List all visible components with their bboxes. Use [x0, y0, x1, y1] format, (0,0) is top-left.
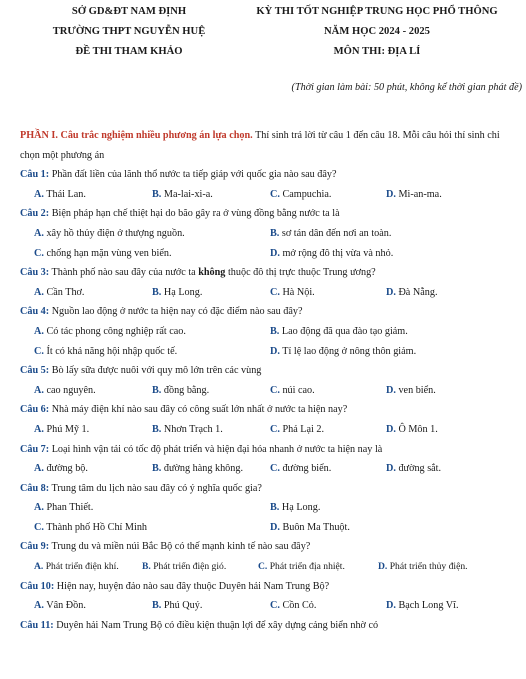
option-a: [34, 283, 84, 303]
options-4-row1: [20, 322, 518, 342]
time-note: (Thời gian làm bài: 50 phút, không kể thời gian phát đề): [291, 82, 522, 93]
option-letter: B.: [152, 384, 162, 396]
question-6: [20, 400, 518, 420]
option-letter: B.: [152, 188, 162, 200]
options-3: [20, 283, 518, 303]
option-text: đồng bằng.: [161, 384, 210, 396]
option-c: [34, 518, 147, 538]
option-a: [34, 557, 119, 577]
question-label: Câu 8:: [20, 482, 50, 494]
option-text: đường hàng không.: [161, 463, 243, 475]
option-c: [270, 596, 316, 616]
option-text: đường biển.: [279, 463, 332, 475]
option-d: [378, 557, 468, 577]
option-d: [270, 342, 416, 362]
option-text: Thành phố Hồ Chí Minh: [43, 521, 148, 533]
option-b: [152, 283, 202, 303]
option-text: Phú Quý.: [161, 600, 203, 612]
option-text: Nhơn Trạch 1.: [161, 423, 223, 435]
option-text: cao nguyên.: [43, 384, 96, 396]
option-text: Ít có khả năng hội nhập quốc tế.: [43, 345, 178, 357]
option-letter: D.: [386, 423, 396, 435]
exam-info: [232, 2, 522, 62]
school-info: [14, 2, 244, 62]
question-5: [20, 361, 518, 381]
question-text: Trung tâm du lịch nào sau đây có ý nghĩa quốc gia?: [49, 482, 262, 494]
options-7: [20, 459, 518, 479]
option-letter: B.: [270, 227, 280, 239]
question-label: Câu 10:: [20, 580, 55, 592]
option-letter: A.: [34, 384, 44, 396]
option-a: [34, 322, 186, 342]
exam-body: [20, 114, 518, 635]
options-8-row2: [20, 518, 518, 538]
option-letter: B.: [142, 561, 151, 573]
option-text: Campuchia.: [279, 188, 332, 200]
option-text: Mi-an-ma.: [395, 188, 442, 200]
option-text: Phát triển địa nhiệt.: [267, 561, 345, 573]
option-a: [34, 224, 185, 244]
option-letter: A.: [34, 423, 44, 435]
question-text: Biện pháp hạn chế thiệt hại do bão gây ra ở vùng đồng bằng nước ta là: [49, 208, 340, 220]
question-text: Trung du và miền núi Bắc Bộ có thế mạnh kinh tế nào sau đây?: [49, 541, 311, 553]
option-letter: C.: [270, 423, 280, 435]
option-text: Tỉ lệ lao động ở nông thôn giảm.: [279, 345, 417, 357]
question-text: Hiện nay, huyện đảo nào sau đây thuộc Duyên hải Nam Trung Bộ?: [54, 580, 330, 592]
option-text: Phú Mỹ 1.: [43, 423, 90, 435]
option-text: Vân Đồn.: [43, 600, 86, 612]
options-4-row2: [20, 342, 518, 362]
school-name: TRƯỜNG THPT NGUYỄN HUỆ: [52, 26, 206, 37]
option-c: [270, 459, 331, 479]
option-d: [270, 244, 393, 264]
option-d: [386, 596, 459, 616]
option-b: [270, 322, 408, 342]
option-text: xây hồ thủy điện ở thượng nguồn.: [43, 227, 185, 239]
option-letter: B.: [152, 286, 162, 298]
option-letter: A.: [34, 286, 44, 298]
option-text: đường bộ.: [43, 463, 88, 475]
option-letter: C.: [270, 463, 280, 475]
option-d: [386, 381, 436, 401]
option-text: mở rộng đô thị vừa và nhỏ.: [279, 247, 394, 259]
option-text: Phát triển điện khí.: [43, 561, 119, 573]
question-text: Loại hình vận tải có tốc độ phát triển và hiện đại hóa nhanh ở nước ta hiện nay là: [49, 443, 383, 455]
option-text: Ma-lai-xi-a.: [161, 188, 213, 200]
question-text: Duyên hải Nam Trung Bộ có điều kiện thuận lợi để xây dựng cảng biển nhờ có: [53, 619, 379, 631]
option-text: sơ tán dân đến nơi an toàn.: [279, 227, 392, 239]
exam-type: ĐỀ THI THAM KHẢO: [75, 46, 183, 57]
question-label: Câu 1:: [20, 169, 50, 181]
question-11: [20, 616, 518, 636]
option-letter: C.: [270, 188, 280, 200]
option-letter: C.: [270, 384, 280, 396]
option-text: Phát triển điện gió.: [150, 561, 227, 573]
option-d: [386, 185, 442, 205]
question-text: Bò lấy sữa được nuôi với quy mô lớn trên các vùng: [49, 365, 262, 377]
option-b: [152, 185, 213, 205]
option-a: [34, 381, 96, 401]
option-a: [34, 420, 89, 440]
option-text: núi cao.: [279, 384, 315, 396]
option-b: [270, 224, 391, 244]
school-year: NĂM HỌC 2024 - 2025: [324, 26, 430, 37]
options-10: [20, 596, 518, 616]
option-text: Lao động đã qua đào tạo giảm.: [279, 325, 408, 337]
option-a: [34, 498, 93, 518]
option-d: [270, 518, 350, 538]
option-text: Ô Môn 1.: [395, 423, 438, 435]
option-text: ven biển.: [395, 384, 436, 396]
option-letter: D.: [386, 600, 396, 612]
option-letter: D.: [378, 561, 388, 573]
exam-title: KỲ THI TỐT NGHIỆP TRUNG HỌC PHỔ THÔNG: [256, 6, 498, 17]
exam-header: [0, 0, 526, 110]
option-b: [152, 420, 223, 440]
option-letter: D.: [386, 384, 396, 396]
option-c: [34, 342, 177, 362]
option-b: [142, 557, 226, 577]
option-b: [270, 498, 320, 518]
option-letter: C.: [34, 247, 44, 259]
option-letter: D.: [270, 247, 280, 259]
option-text: Hạ Long.: [279, 502, 321, 514]
option-letter: C.: [270, 286, 280, 298]
option-text: Buôn Ma Thuột.: [279, 521, 350, 533]
option-letter: B.: [152, 423, 162, 435]
question-label: Câu 7:: [20, 443, 50, 455]
options-9: [20, 557, 518, 577]
option-letter: D.: [386, 188, 396, 200]
option-letter: A.: [34, 227, 44, 239]
part-title: PHẦN I. Câu trắc nghiệm nhiều phương án lựa chọn.: [20, 130, 253, 141]
option-text: đường sắt.: [395, 463, 442, 475]
question-text: Thành phố nào sau đây của nước ta: [49, 267, 199, 279]
option-letter: D.: [386, 463, 396, 475]
option-d: [386, 459, 441, 479]
option-text: Hà Nội.: [279, 286, 315, 298]
department-name: SỞ GD&ĐT NAM ĐỊNH: [71, 6, 187, 17]
option-a: [34, 459, 88, 479]
question-label: Câu 6:: [20, 404, 50, 416]
option-letter: D.: [270, 521, 280, 533]
question-label: Câu 3:: [20, 267, 50, 279]
question-label: Câu 5:: [20, 365, 50, 377]
option-c: [270, 283, 315, 303]
option-c: [258, 557, 345, 577]
options-5: [20, 381, 518, 401]
question-text: Nguồn lao động ở nước ta hiện nay có đặc điểm nào sau đây?: [49, 306, 303, 318]
option-text: Phát triển thủy điện.: [387, 561, 468, 573]
question-2: [20, 204, 518, 224]
options-2-row2: [20, 244, 518, 264]
option-letter: A.: [34, 325, 44, 337]
options-8-row1: [20, 498, 518, 518]
question-1: [20, 165, 518, 185]
part-heading: [20, 114, 518, 165]
option-text: Có tác phong công nghiệp rất cao.: [43, 325, 186, 337]
question-9: [20, 537, 518, 557]
option-text: Cần Thơ.: [43, 286, 85, 298]
option-text: Hạ Long.: [161, 286, 203, 298]
question-text: Nhà máy điện khí nào sau đây có công suất lớn nhất ở nước ta hiện nay?: [49, 404, 348, 416]
question-8: [20, 479, 518, 499]
option-text: Phan Thiết.: [43, 502, 94, 514]
option-text: Cồn Cỏ.: [279, 600, 317, 612]
option-text: Đà Nẵng.: [395, 286, 438, 298]
option-letter: C.: [258, 561, 268, 573]
options-2-row1: [20, 224, 518, 244]
question-label: Câu 11:: [20, 619, 54, 631]
option-d: [386, 420, 438, 440]
subject: MÔN THI: ĐỊA LÍ: [333, 46, 421, 57]
question-text: thuộc đô thị trực thuộc Trung ương?: [225, 267, 376, 279]
option-c: [270, 185, 331, 205]
option-text: chống hạn mặn vùng ven biển.: [43, 247, 172, 259]
option-letter: A.: [34, 561, 44, 573]
option-letter: A.: [34, 600, 44, 612]
option-letter: B.: [152, 463, 162, 475]
option-letter: A.: [34, 188, 44, 200]
part-description: Thí sinh trả lời từ câu 1 đến câu 18. Mỗi câu hỏi thí sinh chỉ chọn một phương án: [20, 130, 500, 161]
question-label: Câu 2:: [20, 208, 50, 220]
option-letter: C.: [34, 345, 44, 357]
question-4: [20, 302, 518, 322]
option-b: [152, 596, 202, 616]
question-label: Câu 9:: [20, 541, 50, 553]
options-1: [20, 185, 518, 205]
option-a: [34, 185, 86, 205]
option-text: Phả Lại 2.: [279, 423, 325, 435]
option-letter: A.: [34, 463, 44, 475]
option-text: Thái Lan.: [43, 188, 86, 200]
option-letter: D.: [386, 286, 396, 298]
option-c: [270, 381, 315, 401]
option-letter: B.: [270, 502, 280, 514]
option-letter: A.: [34, 502, 44, 514]
option-letter: B.: [270, 325, 280, 337]
question-text: Phần đất liền của lãnh thổ nước ta tiếp giáp với quốc gia nào sau đây?: [49, 169, 337, 181]
question-7: [20, 440, 518, 460]
option-b: [152, 381, 209, 401]
options-6: [20, 420, 518, 440]
option-b: [152, 459, 243, 479]
option-letter: C.: [270, 600, 280, 612]
option-c: [34, 244, 172, 264]
question-keyword: không: [198, 267, 226, 279]
option-letter: D.: [270, 345, 280, 357]
option-c: [270, 420, 324, 440]
question-3: [20, 263, 518, 283]
option-text: Bạch Long Vĩ.: [395, 600, 459, 612]
option-a: [34, 596, 86, 616]
option-letter: C.: [34, 521, 44, 533]
question-label: Câu 4:: [20, 306, 50, 318]
option-letter: B.: [152, 600, 162, 612]
option-d: [386, 283, 438, 303]
question-10: [20, 577, 518, 597]
